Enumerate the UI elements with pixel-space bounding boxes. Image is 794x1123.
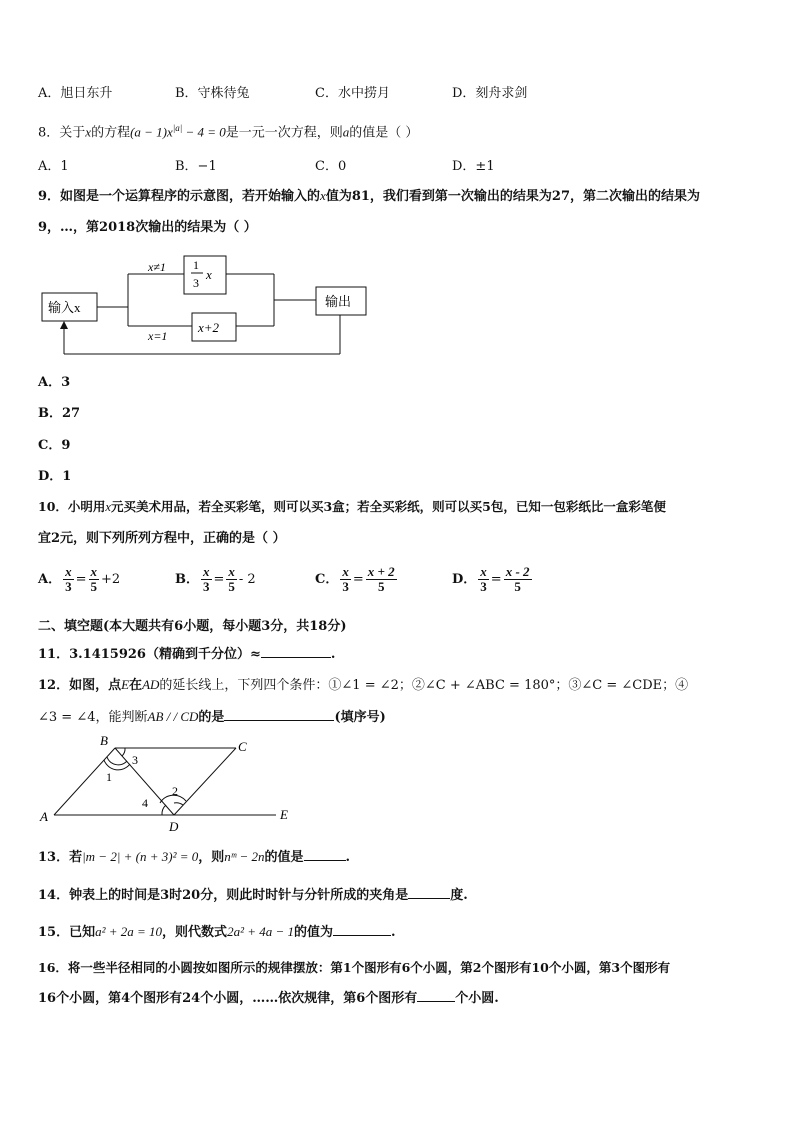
- q7-option-b: B．守株待兔: [175, 86, 250, 101]
- q11: [38, 643, 335, 665]
- q12-conditions: 的延长线上，下列四个条件：①∠1 = ∠2；②∠C + ∠ABC = 180°；③∠C = ∠CDE；④: [159, 678, 689, 693]
- label-d: D: [169, 819, 179, 833]
- q12-var: E: [121, 677, 130, 692]
- q9-flow-diagram: [36, 252, 376, 360]
- q13-text: ，则: [198, 850, 225, 865]
- q15-text: ，则代数式: [162, 925, 228, 940]
- q12-stem-line1: [38, 675, 688, 696]
- q12-text: (填序号): [334, 710, 386, 725]
- q15: [38, 921, 396, 943]
- frac: [478, 565, 489, 594]
- q8-text: 的值是（ ）: [349, 125, 419, 141]
- q13-end: .: [345, 850, 351, 865]
- frac: [340, 565, 351, 594]
- segment-cd: [174, 748, 236, 815]
- den: 3: [65, 579, 72, 594]
- output-label: 输出: [325, 294, 352, 309]
- arrow-head: [60, 321, 68, 329]
- q15-expr1: a² + 2a = 10: [95, 924, 163, 939]
- q9-option-b: B．27: [38, 406, 81, 421]
- num: x: [90, 564, 97, 579]
- q12-text: 12．如图，点: [38, 678, 122, 693]
- q8-equation-tail: − 4 = 0: [182, 124, 226, 140]
- q12-stem-line2: [38, 706, 386, 728]
- input-label: 输入x: [48, 300, 81, 315]
- q15-answer-blank[interactable]: [333, 921, 391, 936]
- q10-opt-label: D．: [452, 572, 477, 587]
- q11-end: .: [330, 647, 336, 662]
- angle-arc-2: [174, 803, 183, 805]
- den: 3: [342, 579, 349, 594]
- q10-option-b: B． $\frac{x}{3}$ = $\frac{x}{5}$ - 2: [175, 564, 256, 594]
- angle-arc-4: [162, 805, 166, 815]
- q8-option-c: C．0: [315, 159, 347, 174]
- q10-option-d: D． $\frac{x}{3}$ = $\frac{x - 2}{5}$: [452, 564, 530, 594]
- num: x: [342, 564, 349, 579]
- q8-text: 的方程: [91, 125, 131, 141]
- q9-option-c: C．9: [38, 438, 71, 453]
- q13-text: 的值是: [264, 850, 304, 865]
- q16-answer-blank[interactable]: [417, 987, 455, 1002]
- q8-text: 8．关于: [38, 125, 86, 141]
- q8-exponent: |a|: [172, 123, 183, 133]
- q14-end: 度.: [450, 888, 468, 903]
- q12-answer-blank[interactable]: [224, 706, 334, 721]
- section-2-heading: 二、填空题(本大题共有6小题，每小题3分，共18分): [38, 619, 347, 634]
- frac: [63, 565, 74, 594]
- label-a: A: [40, 809, 48, 824]
- q16-stem-line2: [38, 987, 499, 1009]
- angle-arc-3: [122, 748, 125, 756]
- den: 3: [480, 579, 487, 594]
- tail: - 2: [238, 572, 256, 587]
- frac-den: 3: [193, 276, 199, 290]
- num: x - 2: [505, 564, 530, 579]
- cond-bottom: x=1: [148, 329, 168, 343]
- q13-answer-blank[interactable]: [304, 846, 346, 861]
- q15-text: 15．已知: [38, 925, 96, 940]
- cond-top: x≠1: [148, 260, 166, 274]
- q12-text: 在: [129, 678, 143, 693]
- tail: +2: [101, 572, 121, 587]
- frac-var: x: [206, 267, 212, 282]
- q9-stem-line2: 9，…，第2018次输出的结果为（ ）: [38, 220, 257, 235]
- q13-expr: |m − 2| + (n + 3)² = 0: [82, 849, 199, 864]
- q14: [38, 884, 468, 906]
- angle-label-1: 1: [106, 770, 112, 784]
- q8-var: a: [342, 124, 350, 140]
- q8-option-a: A．1: [38, 159, 69, 174]
- num: x: [228, 564, 235, 579]
- den: 3: [203, 579, 210, 594]
- angle-label-3: 3: [132, 753, 138, 767]
- q8-option-b: B．−1: [175, 159, 217, 174]
- q9-text: 值为81，我们看到第一次输出的结果为27，第二次输出的结果为: [325, 189, 701, 204]
- q16-text: 个小圆.: [455, 991, 499, 1006]
- q8-equation: (a − 1)x: [130, 124, 173, 140]
- frac: [504, 565, 532, 594]
- num: x + 2: [367, 564, 395, 579]
- add-label: x+2: [198, 320, 220, 335]
- q12-text: 的是: [198, 710, 225, 725]
- q10-stem-line1: [38, 497, 666, 517]
- q15-text: 的值为: [294, 925, 334, 940]
- den: 5: [377, 579, 385, 594]
- q11-text: 11．3.1415926（精确到千分位）≈: [38, 647, 261, 662]
- q12-var: AB / / CD: [147, 709, 199, 724]
- label-c: C: [238, 739, 247, 754]
- q9-text: 9．如图是一个运算程序的示意图，若开始输入的: [38, 189, 321, 204]
- q14-text: 14．钟表上的时间是3时20分，则此时时针与分针所成的夹角是: [38, 888, 409, 903]
- frac: [366, 565, 397, 594]
- divide-box: [184, 256, 226, 294]
- q8-var: x: [85, 124, 92, 140]
- label-e: E: [280, 807, 288, 822]
- q7-option-a: A．旭日东升: [38, 86, 113, 101]
- q13-text: 13．若: [38, 850, 83, 865]
- q14-answer-blank[interactable]: [408, 884, 450, 899]
- den: 5: [90, 579, 97, 594]
- q10-text: 10．小明用: [38, 499, 106, 514]
- num: x: [480, 564, 487, 579]
- den: 5: [514, 579, 521, 594]
- q15-end: .: [391, 925, 396, 940]
- q8-option-d: D．±1: [452, 159, 495, 174]
- q9-stem-line1: [38, 186, 700, 207]
- den: 5: [228, 579, 235, 594]
- q12-geometry-figure: [36, 733, 306, 833]
- q10-option-c: C． $\frac{x}{3}$ = $\frac{x + 2}{5}$: [315, 564, 395, 594]
- num: x: [65, 564, 72, 579]
- num: x: [203, 564, 210, 579]
- q13-expr2: nᵐ − 2n: [224, 849, 265, 864]
- q8-text: 是一元一次方程，则: [225, 125, 343, 141]
- label-b: B: [100, 733, 108, 748]
- q10-option-a: A． $\frac{x}{3}$ = $\frac{x}{5}$ +2: [38, 564, 121, 594]
- q12-text: ∠3 = ∠4，能判断: [38, 710, 148, 725]
- q7-option-d: D．刻舟求剑: [452, 86, 528, 101]
- frac-num: 1: [193, 258, 199, 272]
- q10-opt-label: C．: [315, 572, 339, 587]
- q9-option-a: A．3: [38, 375, 71, 390]
- q10-opt-label: B．: [175, 572, 199, 587]
- q8-stem: [38, 118, 418, 143]
- q9-var: x: [320, 188, 326, 203]
- q7-option-c: C．水中捞月: [315, 86, 390, 101]
- frac: [226, 565, 237, 594]
- q9-option-d: D．1: [38, 469, 72, 484]
- q10-text: 元买美术用品，若全买彩笔，则可以买3盒；若全买彩纸，则可以买5包，已知一包彩纸比一盒彩笔便: [110, 499, 666, 514]
- q10-opt-label: A．: [38, 572, 62, 587]
- frac: [201, 565, 212, 594]
- angle-label-2: 2: [172, 784, 178, 798]
- q12-var: AD: [142, 677, 160, 692]
- q16-text: 16个小圆，第4个图形有24个小圆，……依次规律，第6个图形有: [38, 991, 418, 1006]
- q13: [38, 846, 350, 868]
- q16-stem-line1: 16．将一些半径相同的小圆按如图所示的规律摆放：第1个图形有6个小圆，第2个图形有10个小圆，第3个图形有: [38, 960, 671, 975]
- q11-answer-blank[interactable]: [261, 643, 331, 658]
- frac: [89, 565, 100, 594]
- q15-expr2: 2a² + 4a − 1: [227, 924, 295, 939]
- q10-stem-line2: 宜2元，则下列所列方程中，正确的是（ ）: [38, 531, 286, 546]
- angle-label-4: 4: [142, 796, 148, 810]
- q10-var: x: [105, 500, 111, 514]
